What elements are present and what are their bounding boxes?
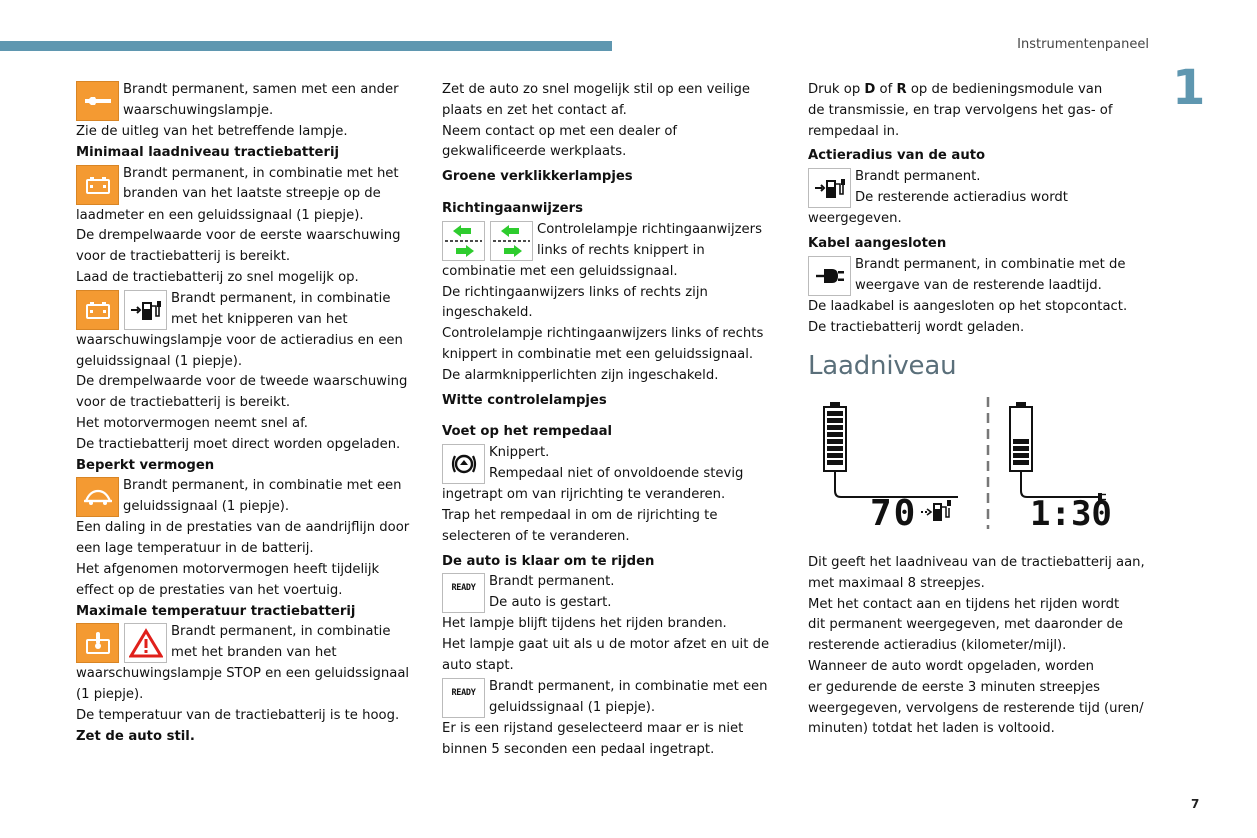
text-line: Brandt permanent. xyxy=(855,169,981,185)
text-line: waarschuwingslampje. xyxy=(123,102,274,118)
text-line: laadmeter en een geluidssignaal (1 piepje). xyxy=(76,207,364,223)
entry-beperkt xyxy=(76,476,411,518)
text-line: knippert in combinatie met een geluidssignaal. xyxy=(442,346,754,362)
turn-signal-arrows-icon xyxy=(442,221,485,261)
text-line: Brandt permanent, in combinatie met het xyxy=(123,165,399,181)
text-line: minuten) totdat het laden is voltooid. xyxy=(808,721,1055,737)
warning-triangle-icon xyxy=(124,623,167,663)
turtle-car-icon xyxy=(76,477,119,517)
text-line: rempedaal in. xyxy=(808,123,900,139)
text-line: Het motorvermogen neemt snel af. xyxy=(76,415,308,431)
text-line: De drempelwaarde voor de eerste waarschuwing xyxy=(76,228,401,244)
text-line: Brandt permanent, samen met een ander xyxy=(123,82,399,97)
text-line: Zie de uitleg van het betreffende lampje. xyxy=(76,124,348,139)
entry-actie xyxy=(808,167,1146,209)
text-line: waarschuwingslampje voor de actieradius en een xyxy=(76,332,403,348)
range-readout: 70 xyxy=(870,493,918,534)
text-line: geluidssignaal (1 piepje). xyxy=(76,353,243,369)
entry-min-1 xyxy=(76,164,411,206)
text-line: links of rechts knippert in xyxy=(537,242,705,258)
battery-warning-icon xyxy=(76,290,119,330)
text-line: (1 piepje). xyxy=(76,687,144,703)
fuel-pump-range-icon xyxy=(808,168,851,208)
charge-level-diagram xyxy=(808,393,1118,533)
text-line: Het afgenomen motorvermogen heeft tijdelijk xyxy=(76,561,380,577)
text-line: effect op de prestaties van het voertuig. xyxy=(76,582,343,598)
text-line: Neem contact op met een dealer of xyxy=(442,123,678,139)
chapter-number: 1 xyxy=(1172,60,1206,116)
text-line: weergave van de resterende laadtijd. xyxy=(855,277,1102,293)
text-line: geluidssignaal (1 piepje). xyxy=(489,699,656,715)
charging-plug-icon xyxy=(808,256,851,296)
fuel-pump-range-icon xyxy=(124,290,167,330)
heading-kabel: Kabel aangesloten xyxy=(808,235,947,251)
text-line: combinatie met een geluidssignaal. xyxy=(442,263,678,279)
brake-pedal-icon xyxy=(442,444,485,484)
entry-max xyxy=(76,622,411,664)
stop-instruction: Zet de auto stil. xyxy=(76,728,195,744)
text-fragment: Druk op xyxy=(808,82,865,97)
text-line: Het lampje gaat uit als u de motor afzet en uit de xyxy=(442,637,770,653)
heading-min-laadniveau: Minimaal laadniveau tractiebatterij xyxy=(76,144,340,160)
column-3 xyxy=(808,80,1146,740)
text-line xyxy=(808,80,1146,101)
section-title-laadniveau: Laadniveau xyxy=(808,351,957,382)
column-1 xyxy=(76,80,411,748)
text-line: weergegeven. xyxy=(808,211,902,227)
battery-warning-icon xyxy=(76,165,119,205)
header-bar xyxy=(0,41,612,51)
entry-klaar-2 xyxy=(442,677,777,719)
text-line: Rempedaal niet of onvoldoende stevig xyxy=(489,465,744,481)
text-line: met het knipperen van het xyxy=(171,311,348,327)
text-line: Knippert. xyxy=(489,445,550,461)
text-line: selecteren of te veranderen. xyxy=(442,528,630,544)
text-line: Trap het rempedaal in om de rijrichting te xyxy=(442,507,718,523)
text-line: met maximaal 8 streepjes. xyxy=(808,575,985,591)
text-line: branden van het laatste streepje op de xyxy=(123,186,381,202)
text-line: de transmissie, en trap vervolgens het gas- of xyxy=(808,102,1113,118)
turn-signal-arrows-icon xyxy=(490,221,533,261)
heading-actieradius: Actieradius van de auto xyxy=(808,148,986,164)
entry-richting xyxy=(442,220,777,262)
key-r: R xyxy=(896,82,907,97)
ready-icon: READY xyxy=(442,678,485,718)
heading-groene-lampjes: Groene verklikkerlampjes xyxy=(442,169,633,185)
text-line: Een daling in de prestaties van de aandrijflijn door xyxy=(76,520,410,536)
heading-richtingaanwijzers: Richtingaanwijzers xyxy=(442,200,583,216)
text-line: De auto is gestart. xyxy=(489,595,612,611)
text-line: De tractiebatterij moet direct worden opgeladen. xyxy=(76,436,401,452)
text-line: Het lampje blijft tijdens het rijden branden. xyxy=(442,616,727,632)
text-line: plaats en zet het contact af. xyxy=(442,102,627,118)
text-line: Brandt permanent, in combinatie xyxy=(171,290,391,306)
time-readout: 1:30 xyxy=(1030,494,1112,534)
page-number: 7 xyxy=(1191,797,1200,811)
text-line: voor de tractiebatterij is bereikt. xyxy=(76,249,291,265)
text-line: ingeschakeld. xyxy=(442,305,533,321)
heading-witte-lampjes: Witte controlelampjes xyxy=(442,392,607,408)
text-line: ingetrapt om van rijrichting te veranderen. xyxy=(442,487,726,503)
text-line: dit permanent weergegeven, met daaronder de xyxy=(808,617,1124,633)
text-line: Controlelampje richtingaanwijzers links of rechts xyxy=(442,326,764,342)
text-line: er gedurende de eerste 3 minuten streepjes xyxy=(808,679,1100,695)
entry-klaar-1 xyxy=(442,572,777,614)
text-line: met het branden van het xyxy=(171,645,337,661)
text-line: De tractiebatterij wordt geladen. xyxy=(808,319,1025,335)
text-line: Wanneer de auto wordt opgeladen, worden xyxy=(808,658,1094,674)
text-line: Met het contact aan en tijdens het rijden wordt xyxy=(808,596,1120,612)
text-line: Er is een rijstand geselecteerd maar er is niet xyxy=(442,720,744,736)
text-line: De alarmknipperlichten zijn ingeschakeld. xyxy=(442,367,719,383)
text-line: Brandt permanent. xyxy=(489,574,615,590)
entry-kabel xyxy=(808,255,1146,297)
text-line: Brandt permanent, in combinatie met een xyxy=(123,478,402,494)
text-line: Controlelampje richtingaanwijzers xyxy=(537,221,762,237)
text-line: De richtingaanwijzers links of rechts zijn xyxy=(442,284,708,300)
text-line: resterende actieradius (kilometer/mijl). xyxy=(808,638,1067,654)
heading-max-temperatuur: Maximale temperatuur tractiebatterij xyxy=(76,603,356,619)
heading-voet-rempedaal: Voet op het rempedaal xyxy=(442,424,613,440)
heading-beperkt-vermogen: Beperkt vermogen xyxy=(76,457,215,473)
text-line: weergegeven, vervolgens de resterende tijd (uren/ xyxy=(808,700,1144,716)
battery-temperature-icon xyxy=(76,623,119,663)
text-fragment: op de bedieningsmodule van xyxy=(906,82,1103,97)
entry-min-2 xyxy=(76,289,411,331)
text-line: Zet de auto zo snel mogelijk stil op een veilige xyxy=(442,82,751,97)
ready-icon: READY xyxy=(442,573,485,613)
text-line: voor de tractiebatterij is bereikt. xyxy=(76,395,291,411)
text-line: gekwalificeerde werkplaats. xyxy=(442,144,627,160)
text-line: een lage temperatuur in de batterij. xyxy=(76,541,314,557)
text-line: Laad de tractiebatterij zo snel mogelijk op. xyxy=(76,269,359,285)
text-line: De drempelwaarde voor de tweede waarschuwing xyxy=(76,374,408,390)
column-2 xyxy=(442,80,777,760)
text-line: Brandt permanent, in combinatie met de xyxy=(855,256,1126,272)
key-d: D xyxy=(864,82,876,97)
wrench-icon xyxy=(76,81,119,121)
text-fragment: of xyxy=(875,82,897,97)
text-line: De temperatuur van de tractiebatterij is te hoog. xyxy=(76,707,400,723)
text-line: Brandt permanent, in combinatie xyxy=(171,624,391,640)
entry-voet xyxy=(442,443,777,485)
text-line: waarschuwingslampje STOP en een geluidssignaal xyxy=(76,666,410,682)
text-line: binnen 5 seconden een pedaal ingetrapt. xyxy=(442,741,715,757)
heading-klaar-rijden: De auto is klaar om te rijden xyxy=(442,553,655,569)
text-line: Brandt permanent, in combinatie met een xyxy=(489,678,768,694)
text-line: auto stapt. xyxy=(442,657,514,673)
text-line: De resterende actieradius wordt xyxy=(855,189,1068,205)
text-line: Dit geeft het laadniveau van de tractiebatterij aan, xyxy=(808,554,1145,570)
entry-service xyxy=(76,80,411,122)
section-label: Instrumentenpaneel xyxy=(1017,37,1149,52)
text-line: geluidssignaal (1 piepje). xyxy=(123,499,290,515)
text-line: De laadkabel is aangesloten op het stopcontact. xyxy=(808,298,1128,314)
